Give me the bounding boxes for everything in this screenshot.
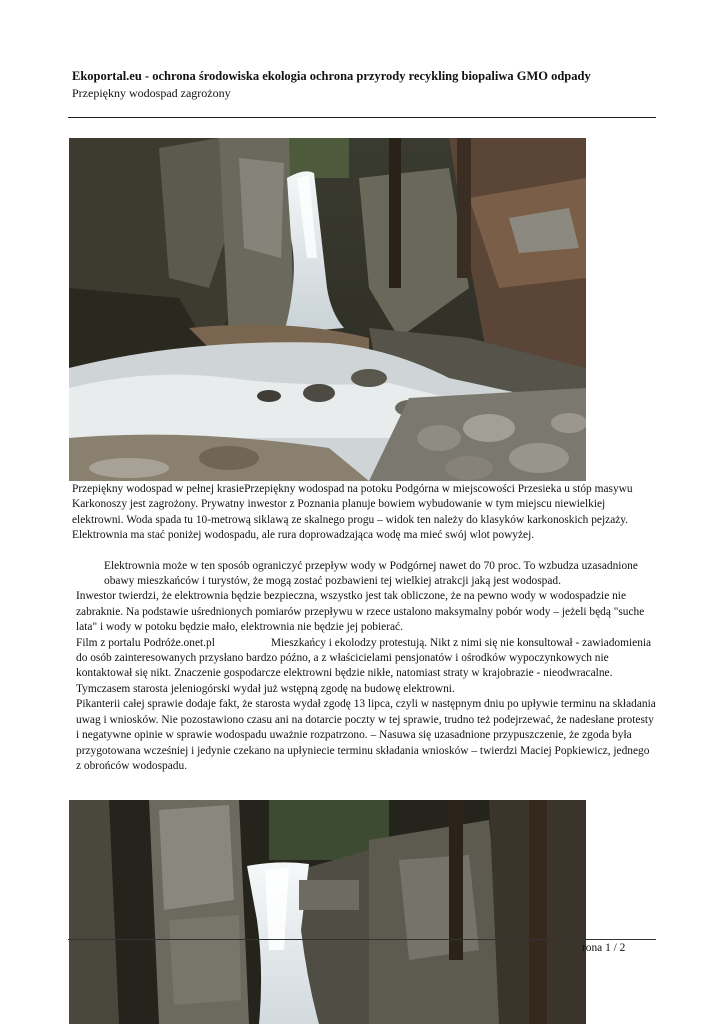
waterfall-photo-2: [69, 800, 586, 1024]
article-paragraph: Pikanterii całej sprawie dodaje fakt, że starosta wydał zgodę 13 lipca, czyli w następnym dniu po upływie terminu na składania uwag i wniosków. Nie pozostawiono czasu ani na dotarcie poczty w tej sprawie, trudno też podejrzewać, że nadesłane protesty i negatywne opinie w sprawie wodospadu uważnie rozpatrzono. – Nasuwa się uzasadnione przypuszczenie, że zgoda była przygotowana wcześniej i jedynie czekano na upłyniecie terminu składania wniosków – twierdzi Maciej Popkiewicz, jednego z obrońców wodospadu.: [76, 698, 656, 772]
article-paragraph: Przepiękny wodospad w pełnej krasiePrzepiękny wodospad na potoku Podgórna w miejscowości Przesieka u stóp masywu Karkonoszy jest zagrożony. Prywatny inwestor z Poznania planuje bowiem wybudowanie w tym miejscu niewielkiej elektrowni. Woda spada tu 10-metrową siklawą ze skalnego progu – widok ten należy do klasyków karkonoskich pejzaży. Elektrownia ma stać poniżej wodospadu, ale rura doprowadzająca wodę ma mieć swój wlot powyżej.: [72, 483, 633, 542]
video-credit: Film z portalu Podróże.onet.pl: [76, 636, 215, 649]
article-body: [72, 482, 656, 774]
waterfall-photo: [69, 138, 586, 481]
paragraph-gap: [72, 544, 656, 559]
site-title: Ekoportal.eu - ochrona środowiska ekologia ochrona przyrody recykling biopaliwa GMO odpady: [72, 69, 591, 83]
article-paragraph: Inwestor twierdzi, że elektrownia będzie bezpieczna, wszystko jest tak obliczone, że na pewno wody w wodospadzie nie zabraknie. Na podstawie uśrednionych pomiarów przepływu w rzece ustalono maksymalny pobór wody – jeżeli będą "suche lata" i wody w potoku będzie mało, elektrownia nie będzie jej pobierać.: [76, 590, 645, 634]
article-paragraph: [72, 636, 656, 698]
page-header: [72, 68, 662, 101]
page-subtitle: Przepiękny wodospad zagrożony: [72, 86, 231, 100]
article-paragraph-text: Mieszkańcy i ekolodzy protestują. Nikt z nimi się nie konsultował - zawiadomienia do osób zainteresowanych przysłano bardzo późno, a z właścicielami pensjonatów i ośrodków wypoczynkowych nie kontaktował się nikt. Znaczenie gospodarcze elektrowni będzie nikłe, natomiast straty w krajobrazie - nieodwracalne. Tymczasem starosta jeleniogórski wydał już wstępną zgodę na budowę elektrowni.: [76, 636, 652, 695]
article-paragraph: Elektrownia może w ten sposób ograniczyć przepływ wody w Podgórnej nawet do 70 proc. To wzbudza uzasadnione obawy mieszkańców i turystów, że mogą zostać pozbawieni tej wielkiej atrakcji jaką jest wodospad.: [104, 559, 638, 588]
header-divider: [68, 117, 656, 118]
page-number: rona 1 / 2: [582, 942, 626, 954]
footer-divider: [68, 939, 656, 940]
